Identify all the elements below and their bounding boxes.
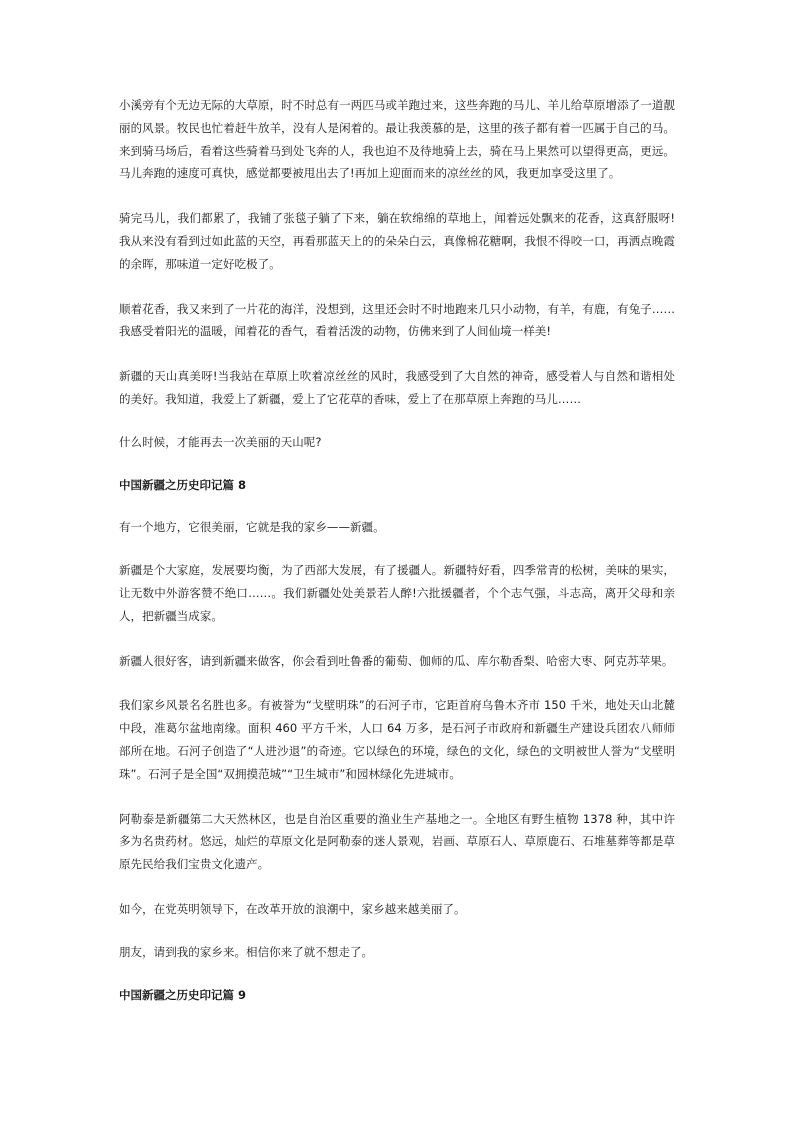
paragraph-grassland: 小溪旁有个无边无际的大草原，时不时总有一两匹马或羊跑过来，这些奔跑的马儿、羊儿给草原增添了一道靓丽的风景。牧民也忙着赶牛放羊，没有人是闲着的。最让我羡慕的是，这里的孩子都有着一匹属于自己的马。来到骑马场后，看着这些骑着马到处飞奔的人，我也迫不及待地骑上去，骑在马上果然可以望得更高，更远。马儿奔跑的速度可真快，感觉都要被甩出去了!再加上迎面而来的凉丝丝的风，我更加享受这里了。 — [119, 98, 675, 181]
document-body — [119, 94, 675, 1006]
paragraph-revisit-question: 什么时候，才能再去一次美丽的天山呢? — [119, 434, 322, 449]
paragraph-today: 如今，在党英明领导下，在改革开放的浪潮中，家乡越来越美丽了。 — [119, 901, 466, 916]
paragraph-altay: 阿勒泰是新疆第二大天然林区，也是自治区重要的渔业生产基地之一。全地区有野生植物 1378 种，其中许多为名贵药材。悠远，灿烂的草原文化是阿勒泰的迷人景观，岩画、草原石人、草原鹿石、石堆墓葬等都是草原先民给我们宝贵文化遗产。 — [119, 811, 675, 872]
paragraph-big-family: 新疆是个大家庭，发展要均衡，为了西部大发展，有了援疆人。新疆特好看，四季常青的松树，美味的果实，让无数中外游客赞不绝口……。我们新疆处处美景若人醉!六批援疆者，个个志气强，斗志高，离开父母和亲人，把新疆当成家。 — [119, 563, 675, 623]
section-heading-9: 中国新疆之历史印记篇 9 — [119, 987, 247, 1002]
paragraph-hometown-intro: 有一个地方，它很美丽，它就是我的家乡——新疆。 — [119, 520, 385, 535]
section-heading-8: 中国新疆之历史印记篇 8 — [119, 477, 247, 492]
paragraph-hospitality: 新疆人很好客，请到新疆来做客，你会看到吐鲁番的葡萄、伽师的瓜、库尔勒香梨、哈密大枣、阿克苏苹果。 — [119, 653, 674, 668]
paragraph-flower-sea: 顺着花香，我又来到了一片花的海洋，没想到，这里还会时不时地跑来几只小动物，有羊，有鹿，有兔子……我感受着阳光的温暖，闻着花的香气，看着活泼的动物，仿佛来到了人间仙境一样美! — [119, 301, 675, 339]
paragraph-rest-on-grass: 骑完马儿，我们都累了，我铺了张毯子躺了下来，躺在软绵绵的草地上，闻着远处飘来的花香，这真舒服呀!我从来没有看到过如此蓝的天空，再看那蓝天上的的朵朵白云，真像棉花糖啊，我恨不得咬一口，再洒点晚霞的余晖，那味道一定好吃极了。 — [119, 211, 675, 271]
paragraph-tianshan-beauty: 新疆的天山真美呀!当我站在草原上吹着凉丝丝的风时，我感受到了大自然的神奇，感受着人与自然和谐相处的美好。我知道，我爱上了新疆，爱上了它花草的香味，爱上了在那草原上奔跑的马儿…… — [119, 369, 675, 406]
paragraph-invitation: 朋友，请到我的家乡来。相信你来了就不想走了。 — [119, 944, 374, 959]
paragraph-shihezi: 我们家乡风景名名胜也多。有被誉为“戈壁明珠”的石河子市，它距首府乌鲁木齐市 150 千米，地处天山北麓中段，准葛尔盆地南缘。面积 460 平方千米，人口 64 万多，是石河子市政府和新疆生产建设兵团农八师师部所在地。石河子创造了“人进沙退”的奇迹。它以绿色的环境，绿色的文化，绿色的文明被世人誉为“戈壁明珠”。石河子是全国“双拥摸范城”“卫生城市”和园林绿化先进城市。 — [119, 698, 675, 781]
